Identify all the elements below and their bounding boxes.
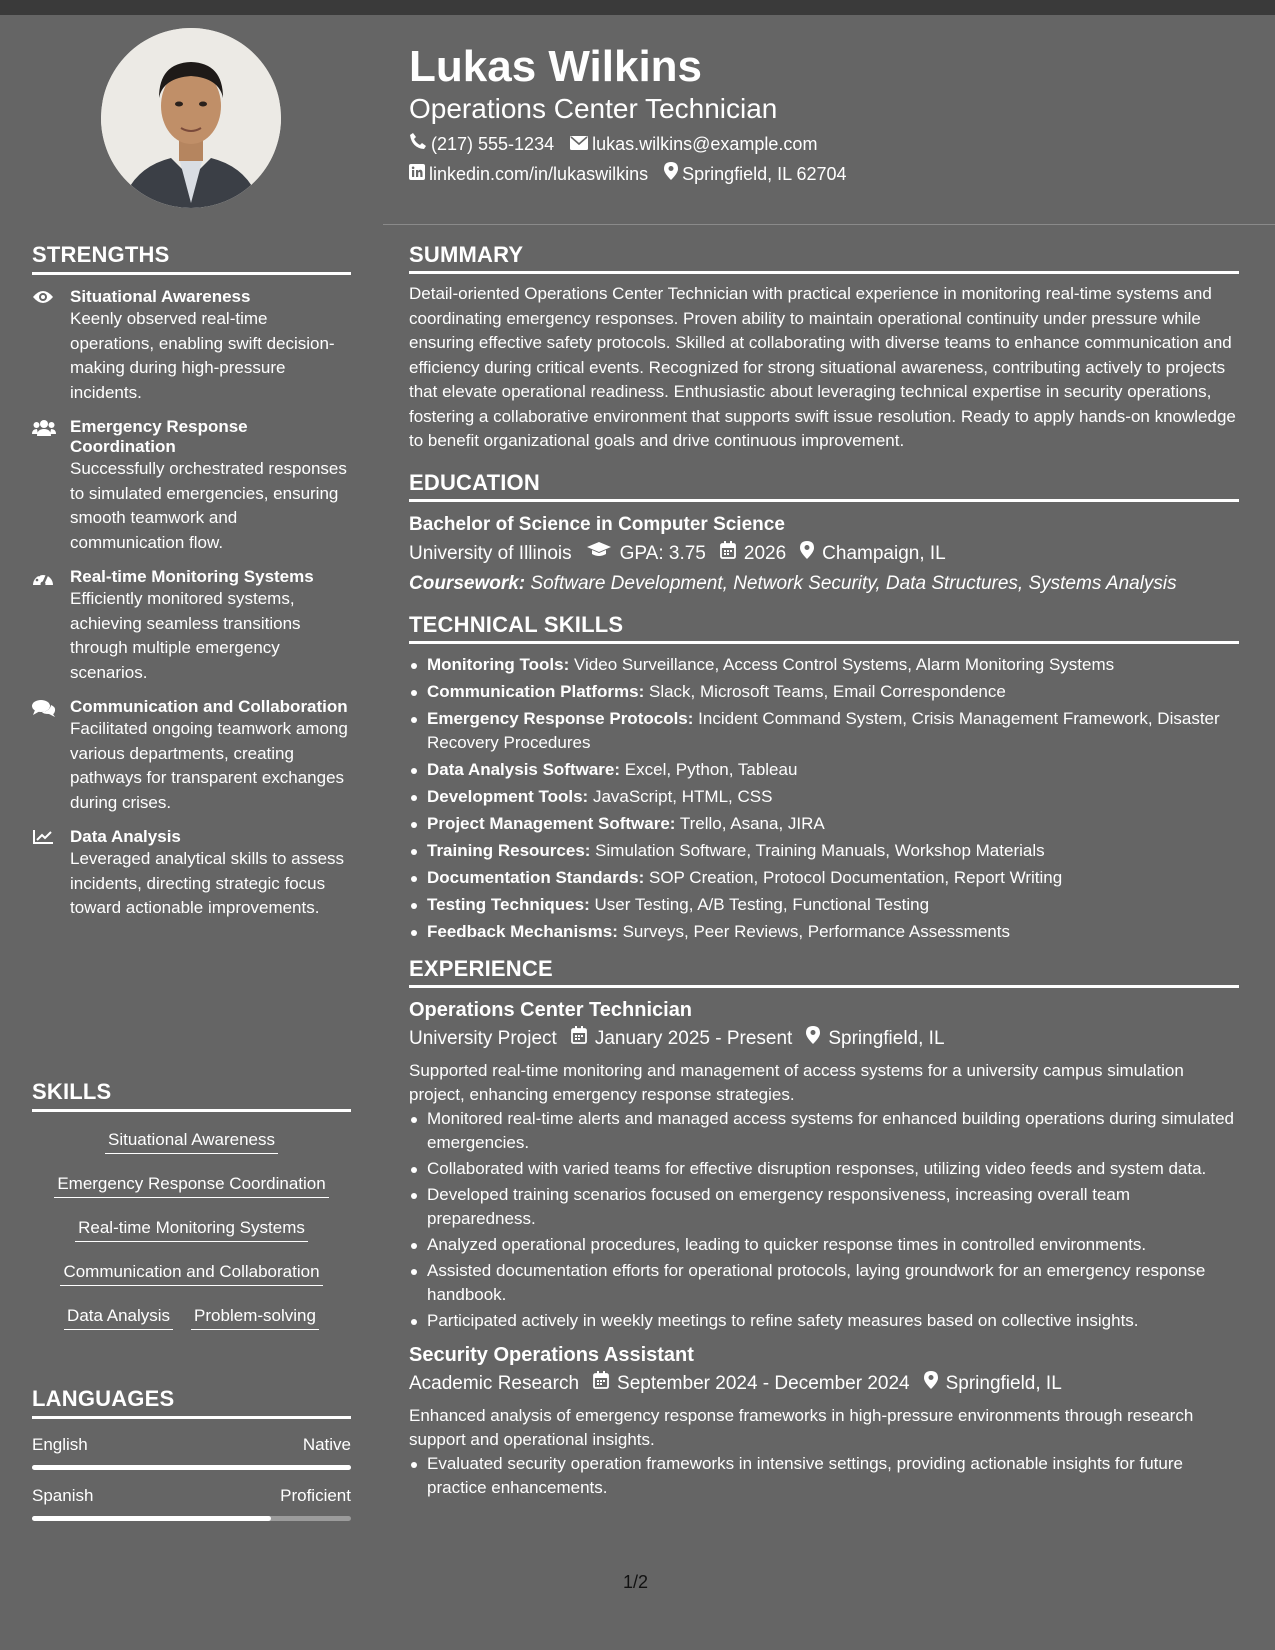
language-row — [32, 1435, 351, 1470]
technical-skills-section — [409, 612, 1239, 944]
location-pin-icon — [800, 540, 822, 568]
technical-skill-item: Data Analysis Software: Excel, Python, Tableau — [409, 758, 1239, 782]
job-dates: January 2025 - Present — [594, 1027, 793, 1049]
language-bar-fill — [32, 1465, 351, 1470]
contact-row-1 — [409, 132, 1239, 156]
language-bar — [32, 1465, 351, 1470]
skill-tag: Situational Awareness — [105, 1128, 278, 1154]
job-bullet: Participated actively in weekly meetings to refine safety measures based on collective insights. — [409, 1309, 1239, 1333]
location-pin-icon — [664, 162, 682, 186]
calendar-icon — [720, 540, 744, 568]
comments-icon — [32, 697, 70, 815]
linkedin-icon — [409, 162, 429, 186]
top-bar — [0, 0, 1275, 15]
person-name: Lukas Wilkins — [409, 42, 703, 91]
technical-skill-item: Monitoring Tools: Video Surveillance, Access Control Systems, Alarm Monitoring Systems — [409, 653, 1239, 677]
job-organization: Academic Research — [409, 1372, 580, 1394]
coursework-label: Coursework: — [409, 572, 526, 594]
job-bullets — [409, 1107, 1239, 1333]
skills-list — [32, 1124, 351, 1340]
job-bullet: Assisted documentation efforts for operational protocols, laying groundwork for an emergency response handbook. — [409, 1259, 1239, 1307]
eye-icon — [32, 287, 70, 405]
strengths-section — [32, 242, 351, 921]
main-content — [409, 242, 1239, 1502]
job-bullet: Monitored real-time alerts and managed access systems for enhanced building operations during simulated emergencies. — [409, 1107, 1239, 1155]
job-bullet: Collaborated with varied teams for effective disruption responses, utilizing video feeds and system data. — [409, 1157, 1239, 1181]
job-location: Springfield, IL — [828, 1027, 945, 1049]
education-meta — [409, 540, 1239, 568]
summary-section — [409, 242, 1239, 454]
language-level: Proficient — [280, 1486, 351, 1505]
language-bar-fill — [32, 1516, 271, 1521]
location-pin-icon — [806, 1025, 828, 1053]
strength-item — [32, 827, 351, 921]
skill-tag: Emergency Response Coordination — [54, 1172, 328, 1198]
job-organization: University Project — [409, 1027, 557, 1049]
strength-item — [32, 567, 351, 685]
skill-tag: Communication and Collaboration — [60, 1260, 322, 1286]
school-name: University of Illinois — [409, 542, 572, 564]
language-level: Native — [302, 1435, 351, 1454]
language-bar — [32, 1516, 351, 1521]
language-name: English — [32, 1435, 88, 1454]
strength-title: Real-time Monitoring Systems — [70, 567, 314, 586]
strength-item — [32, 287, 351, 405]
technical-skill-item: Project Management Software: Trello, Asana, JIRA — [409, 812, 1239, 836]
strength-description: Efficiently monitored systems, achieving seamless transitions through multiple emergency scenarios. — [70, 589, 301, 682]
gauge-icon — [32, 567, 70, 685]
strength-item — [32, 417, 351, 555]
resume-header — [409, 42, 1239, 186]
language-name: Spanish — [32, 1486, 94, 1505]
job-role: Security Operations Assistant — [409, 1343, 694, 1366]
strength-title: Situational Awareness — [70, 287, 251, 306]
technical-skill-item: Emergency Response Protocols: Incident Command System, Crisis Management Framework, Disaster Recovery Procedures — [409, 707, 1239, 755]
strength-title: Communication and Collaboration — [70, 697, 348, 716]
contact-row-2 — [409, 162, 1239, 186]
summary-heading: SUMMARY — [409, 242, 1239, 274]
job-location: Springfield, IL — [945, 1372, 1062, 1394]
profile-photo — [101, 28, 281, 208]
job-bullets — [409, 1452, 1239, 1500]
job-bullet: Analyzed operational procedures, leading to quicker response times in controlled environments. — [409, 1233, 1239, 1257]
degree-title: Bachelor of Science in Computer Science — [409, 513, 785, 535]
strength-description: Facilitated ongoing teamwork among various departments, creating pathways for transparent exchanges during crises. — [70, 719, 348, 812]
skill-tag: Data Analysis — [64, 1304, 173, 1330]
education-section — [409, 470, 1239, 598]
language-row — [32, 1486, 351, 1521]
job-dates: September 2024 - December 2024 — [617, 1372, 910, 1394]
job-summary: Supported real-time monitoring and management of access systems for a university campus simulation project, enhancing emergency response strategies. — [409, 1060, 1184, 1104]
job-role: Operations Center Technician — [409, 998, 693, 1021]
line-chart-icon — [32, 827, 70, 921]
strengths-heading: STRENGTHS — [32, 242, 351, 275]
job-meta — [409, 1025, 1239, 1053]
technical-skills-list — [409, 653, 1239, 944]
school-location: Champaign, IL — [822, 542, 946, 564]
location-pin-icon — [924, 1370, 946, 1398]
job-entry — [409, 1342, 1239, 1500]
job-meta — [409, 1370, 1239, 1398]
location-text: Springfield, IL 62704 — [682, 164, 847, 184]
education-heading: EDUCATION — [409, 470, 1239, 502]
coursework — [409, 570, 1239, 598]
experience-heading: EXPERIENCE — [409, 956, 1239, 988]
technical-skill-item: Feedback Mechanisms: Surveys, Peer Reviews, Performance Assessments — [409, 920, 1239, 944]
calendar-icon — [571, 1025, 595, 1053]
gpa-text: GPA: 3.75 — [619, 542, 706, 564]
strength-item — [32, 697, 351, 815]
header-divider — [383, 224, 1275, 225]
phone-number[interactable]: (217) 555-1234 — [431, 134, 555, 154]
technical-skills-heading: TECHNICAL SKILLS — [409, 612, 1239, 644]
calendar-icon — [593, 1370, 617, 1398]
job-title: Operations Center Technician — [409, 93, 778, 124]
job-entry — [409, 997, 1239, 1333]
technical-skill-item: Testing Techniques: User Testing, A/B Testing, Functional Testing — [409, 893, 1239, 917]
technical-skill-item: Development Tools: JavaScript, HTML, CSS — [409, 785, 1239, 809]
coursework-list: Software Development, Network Security, Data Structures, Systems Analysis — [530, 572, 1177, 594]
strength-description: Leveraged analytical skills to assess incidents, directing strategic focus toward actionable improvements. — [70, 849, 345, 917]
phone-icon — [409, 132, 431, 156]
job-summary: Enhanced analysis of emergency response frameworks in high-pressure environments through research support and operational insights. — [409, 1405, 1194, 1449]
skill-tag: Real-time Monitoring Systems — [75, 1216, 308, 1242]
strength-title: Data Analysis — [70, 827, 181, 846]
linkedin-link[interactable]: linkedin.com/in/lukaswilkins — [429, 164, 649, 184]
graduation-year: 2026 — [743, 542, 787, 564]
job-bullet: Evaluated security operation frameworks in intensive settings, providing actionable insights for future practice enhancements. — [409, 1452, 1239, 1500]
skills-section — [32, 1079, 351, 1340]
skill-tag: Problem-solving — [191, 1304, 319, 1330]
page-number: 1/2 — [623, 1572, 649, 1592]
strength-description: Keenly observed real-time operations, enabling swift decision-making during high-pressure incidents. — [70, 309, 335, 402]
email-icon — [570, 132, 592, 156]
skills-heading: SKILLS — [32, 1079, 351, 1112]
summary-text: Detail-oriented Operations Center Technician with practical experience in monitoring real-time systems and coordinating emergency responses. Proven ability to maintain operational continuity under pressure while ensuring effective safety protocols. Skilled at collaborating with diverse teams to enhance communication and efficiency during critical events. Recognized for strong situational awareness, contributing actively to projects that elevate operational readiness. Enthusiastic about leveraging technical expertise in security operations, fostering a collaborative environment that supports swift issue resolution. Ready to apply hands-on knowledge to benefit organizational goals and drive continuous improvement. — [409, 284, 1236, 450]
email-link[interactable]: lukas.wilkins@example.com — [592, 134, 818, 154]
strength-title: Emergency Response Coordination — [70, 417, 248, 456]
languages-section — [32, 1386, 351, 1521]
experience-section — [409, 956, 1239, 1500]
strength-description: Successfully orchestrated responses to simulated emergencies, ensuring smooth teamwork and communication flow. — [70, 459, 347, 552]
users-icon — [32, 417, 70, 555]
technical-skill-item: Training Resources: Simulation Software, Training Manuals, Workshop Materials — [409, 839, 1239, 863]
technical-skill-item: Communication Platforms: Slack, Microsoft Teams, Email Correspondence — [409, 680, 1239, 704]
graduation-cap-icon — [586, 540, 620, 568]
technical-skill-item: Documentation Standards: SOP Creation, Protocol Documentation, Report Writing — [409, 866, 1239, 890]
job-bullet: Developed training scenarios focused on emergency responsiveness, increasing overall team preparedness. — [409, 1183, 1239, 1231]
languages-heading: LANGUAGES — [32, 1386, 351, 1419]
